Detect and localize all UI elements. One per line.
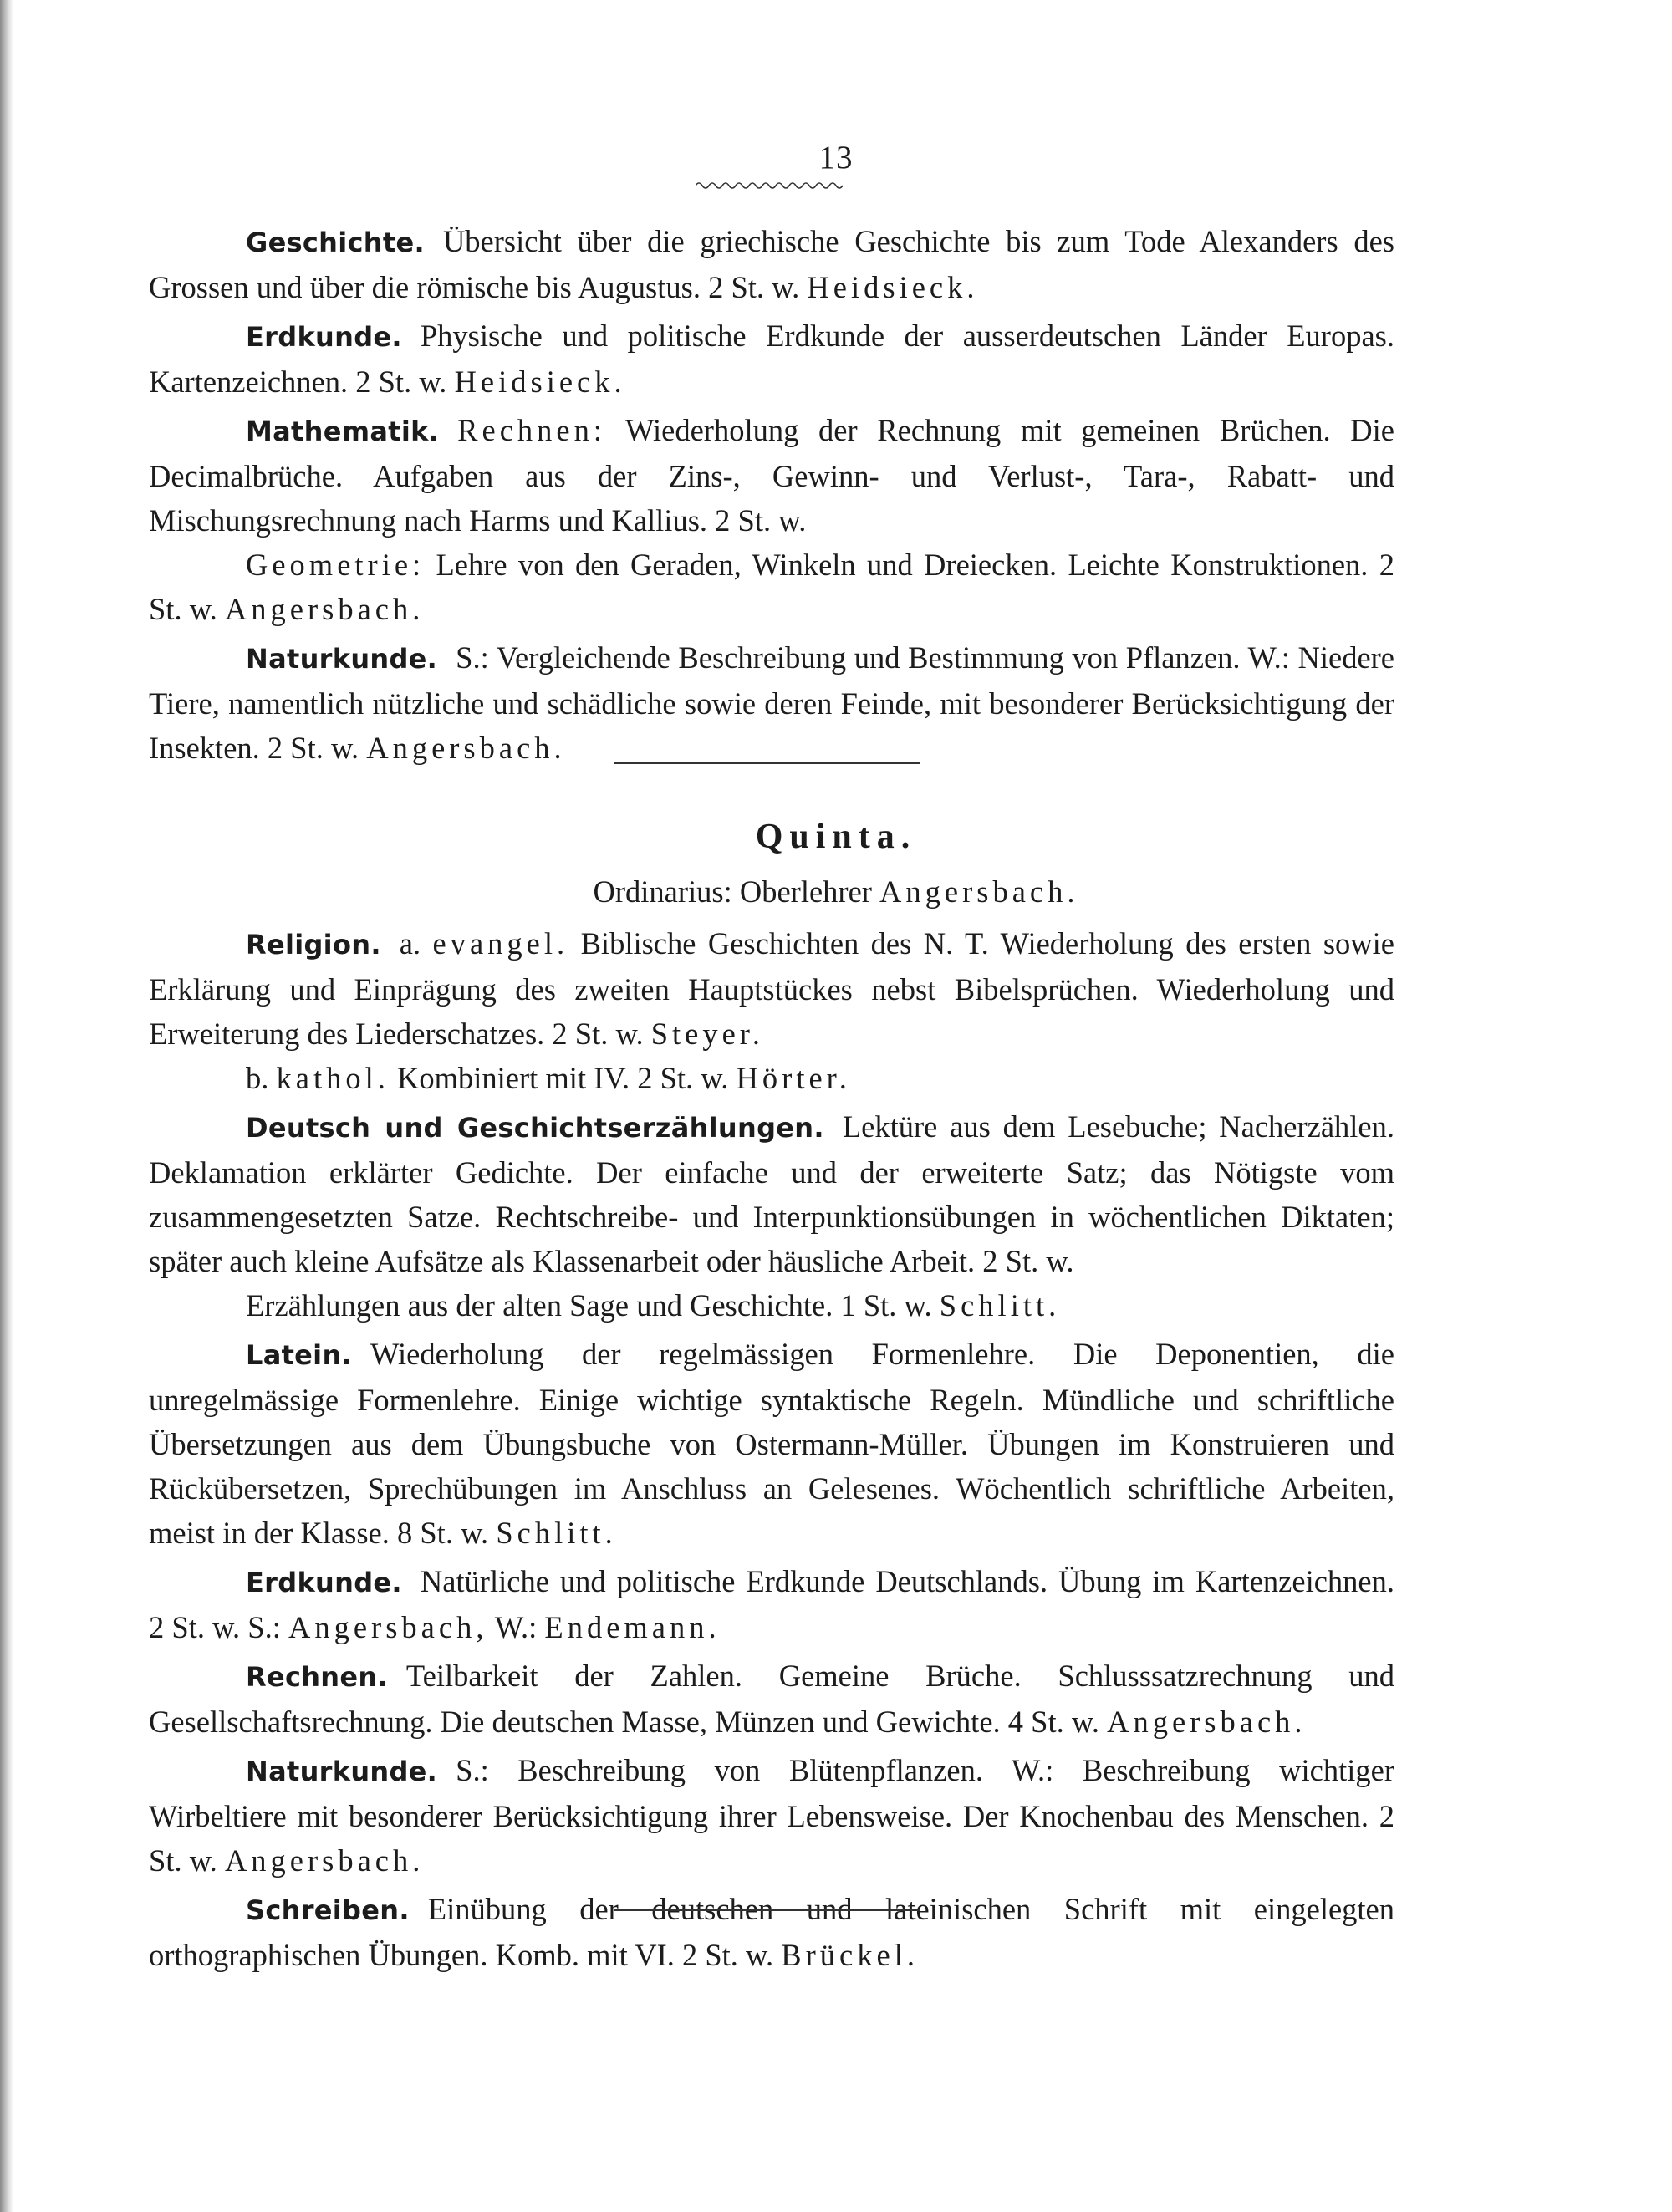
teacher-name: Hörter. — [736, 1061, 851, 1095]
teacher-name: Angersbach. — [224, 592, 425, 626]
section-divider-bottom — [614, 1909, 920, 1911]
heading-deutsch: Deutsch und Geschichtserzählungen. — [246, 1112, 824, 1144]
teacher-name: Schlitt. — [496, 1516, 617, 1550]
teacher-name: Heidsieck. — [454, 364, 626, 399]
denomination-label: kathol. — [276, 1061, 390, 1095]
heading-rechnen: Rechnen. — [246, 1661, 388, 1693]
heading-erdkunde: Erdkunde. — [246, 1567, 402, 1598]
heading-geschichte: Geschichte. — [246, 227, 425, 258]
subject-label-geometrie: Geometrie: — [246, 548, 426, 582]
paragraph-body: Erzählungen aus der alten Sage und Geschichte. 1 St. w. — [246, 1288, 932, 1323]
paragraph-religion-kathol — [149, 1056, 1394, 1100]
denomination-label: evangel. — [432, 926, 569, 961]
paragraph-body: Wiederholung der regelmässigen Formenlehre. Die Deponentien, die unregelmässige Formenlehre. Einige wichtige syntaktische Regeln. Mündliche und schriftliche Übersetzungen aus dem Übungsbuche von Ostermann-Müller. Übungen im Konstruieren und Rückübersetzen, Sprechübungen im Anschluss an Gelesenes. Wöchentlich schriftliche Arbeiten, meist in der Klasse. 8 St. w. — [149, 1337, 1394, 1550]
teacher-name: Steyer. — [650, 1017, 765, 1051]
teacher-name: Endemann. — [544, 1610, 721, 1644]
paragraph-latein — [149, 1332, 1394, 1555]
paragraph-body-part: W.: — [494, 1610, 538, 1644]
ordinarius-name: Angersbach. — [879, 874, 1079, 909]
item-prefix: b. — [246, 1061, 269, 1095]
heading-schreiben: Schreiben. — [246, 1894, 410, 1926]
paragraph-body: S.: Vergleichende Beschreibung und Bestimmung von Pflanzen. W.: Niedere Tiere, namentlich nützliche und schädliche sowie deren Feinde, mit besonderer Berücksichtigung der Insekten. 2 St. w. — [149, 640, 1394, 765]
heading-religion: Religion. — [246, 929, 381, 961]
teacher-name: Angersbach. — [224, 1843, 425, 1878]
ordinarius-line — [0, 871, 1672, 913]
heading-erdkunde: Erdkunde. — [246, 321, 402, 353]
teacher-name: Angersbach. — [1107, 1705, 1307, 1739]
teacher-name: Schlitt. — [939, 1288, 1061, 1323]
heading-mathematik: Mathematik. — [246, 415, 440, 447]
page-number: 13 — [818, 140, 854, 176]
paragraph-body: S.: Beschreibung von Blütenpflanzen. W.: Beschreibung wichtiger Wirbeltiere mit besonderer Berücksichtigung ihrer Lebensweise. Der Knochenbau des Menschen. 2 St. w. — [149, 1753, 1394, 1878]
paragraph-body: Physische und politische Erdkunde der ausserdeutschen Länder Europas. Kartenzeichnen. 2 St. w. — [149, 319, 1394, 399]
paragraph-body: Einübung der deutschen und lateinischen Schrift mit eingelegten orthographischen Übungen. Komb. mit VI. 2 St. w. — [149, 1892, 1394, 1972]
paragraph-mathematik — [149, 408, 1394, 543]
teacher-name: Brückel. — [781, 1938, 919, 1972]
paragraph-body: Natürliche und politische Erdkunde Deutschlands. Übung im Kartenzeichnen. 2 St. w. S.: — [149, 1564, 1394, 1644]
paragraph-schreiben — [149, 1887, 1394, 1977]
teacher-name: Angersbach. — [366, 731, 566, 765]
heading-latein: Latein. — [246, 1339, 352, 1371]
section-divider — [614, 762, 920, 764]
paragraph-erdkunde-quinta — [149, 1559, 1394, 1649]
paragraph-religion — [149, 921, 1394, 1056]
paragraph-naturkunde-quinta — [149, 1748, 1394, 1883]
paragraph-naturkunde — [149, 635, 1394, 770]
paragraph-body: Biblische Geschichten des N. T. Wiederholung des ersten sowie Erklärung und Einprägung des zweiten Hauptstückes nebst Bibelsprüchen. Wiederholung und Erweiterung des Liederschatzes. 2 St. w. — [149, 926, 1395, 1051]
heading-naturkunde: Naturkunde. — [246, 1756, 438, 1787]
paragraph-body: Übersicht über die griechische Geschichte bis zum Tode Alexanders des Grossen und über die römische bis Augustus. 2 St. w. — [149, 224, 1394, 304]
paragraph-deutsch — [149, 1104, 1394, 1283]
paragraph-body: Teilbarkeit der Zahlen. Gemeine Brüche. Schlusssatzrechnung und Gesellschaftsrechnung. Die deutschen Masse, Münzen und Gewichte. 4 St. w. — [149, 1659, 1394, 1739]
quinta-section — [149, 921, 1394, 1977]
paragraph-body: Wiederholung der Rechnung mit gemeinen Brüchen. Die Decimalbrüche. Aufgaben aus der Zins-, Gewinn- und Verlust-, Tara-, Rabatt- und Mischungsrechnung nach Harms und Kallius. 2 St. w. — [149, 413, 1394, 538]
section-title-quinta: Quinta. — [755, 818, 917, 856]
subject-label-rechnen: Rechnen: — [457, 413, 607, 447]
page-number-ornament — [696, 181, 844, 191]
item-prefix: a. — [399, 926, 421, 961]
teacher-name: Angersbach, — [288, 1610, 488, 1644]
top-section — [149, 219, 1394, 770]
paragraph-rechnen — [149, 1654, 1394, 1744]
paragraph-erdkunde — [149, 313, 1394, 404]
paragraph-body: Lehre von den Geraden, Winkeln und Dreiecken. Leichte Konstruktionen. 2 St. w. — [149, 548, 1394, 626]
paragraph-erzaehlungen — [149, 1283, 1394, 1328]
teacher-name: Heidsieck. — [807, 270, 979, 304]
paragraph-body: Lektüre aus dem Lesebuche; Nacherzählen. Deklamation erklärter Gedichte. Der einfache und der erweiterte Satz; das Nötigste vom zusammengesetzten Satze. Rechtschreibe- und Interpunktionsübungen in wöchentlichen Diktaten; später auch kleine Aufsätze als Klassenarbeit oder häusliche Arbeit. 2 St. w. — [149, 1109, 1395, 1278]
paragraph-body: Kombiniert mit IV. 2 St. w. — [396, 1061, 729, 1095]
heading-naturkunde: Naturkunde. — [246, 643, 438, 675]
paragraph-geometrie — [149, 543, 1394, 631]
paragraph-geschichte — [149, 219, 1394, 309]
ordinarius-label: Ordinarius: Oberlehrer — [593, 874, 872, 909]
